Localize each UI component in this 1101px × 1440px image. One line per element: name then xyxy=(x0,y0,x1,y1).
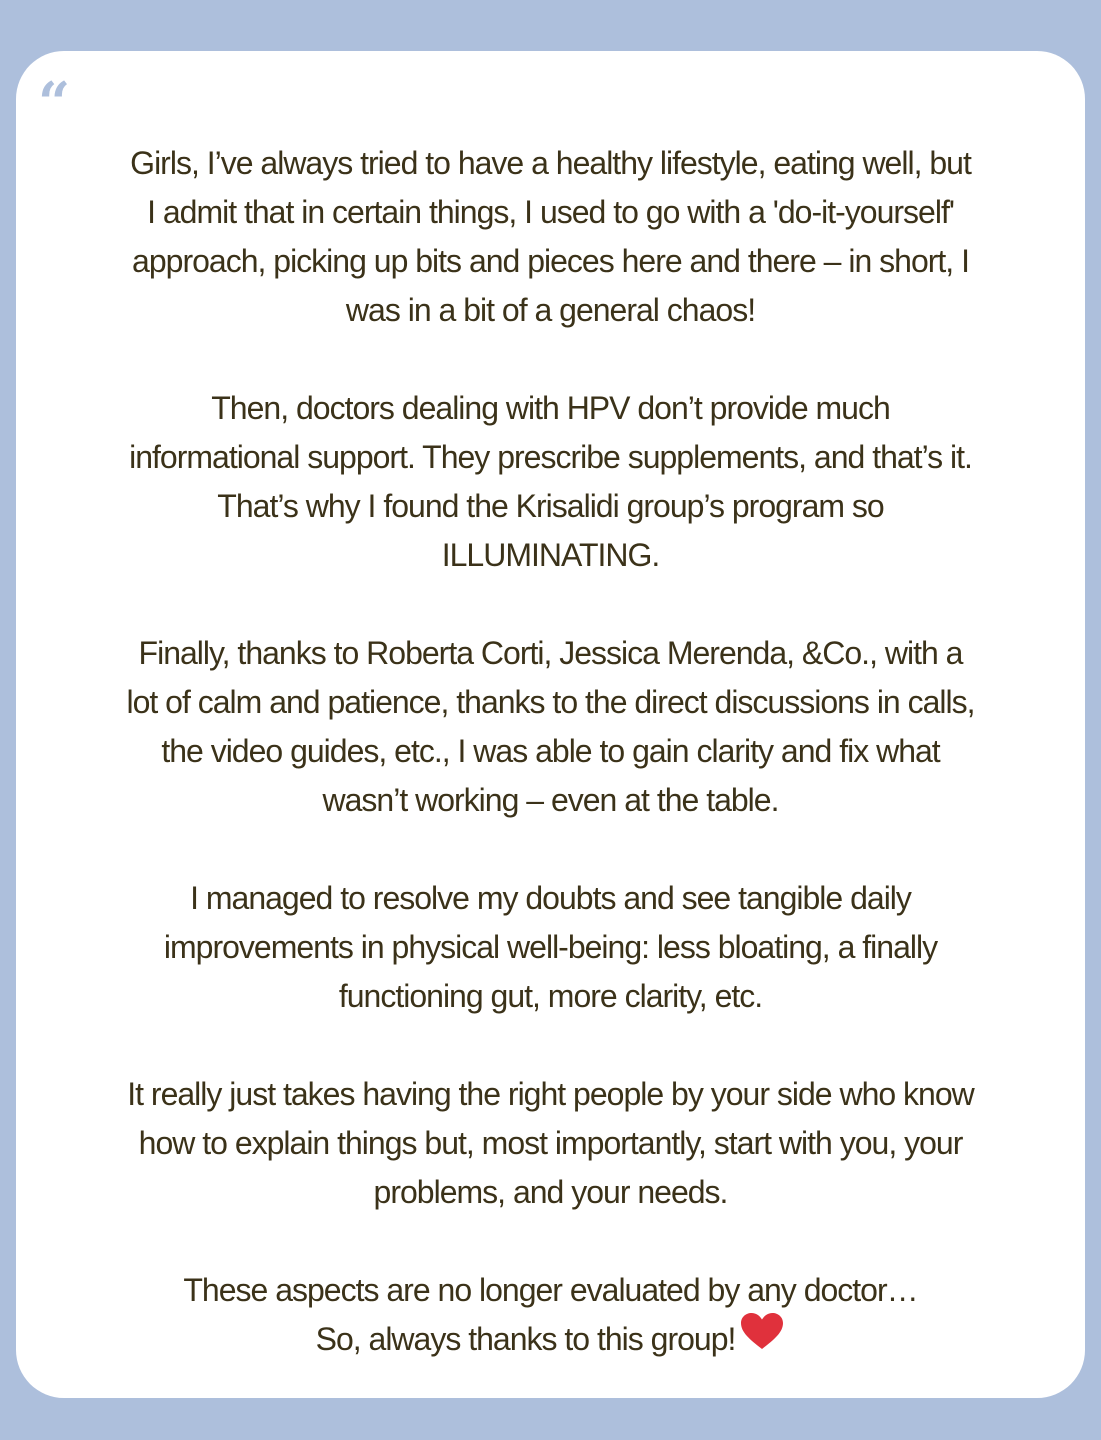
paragraph-2 xyxy=(36,384,1065,580)
paragraph-4 xyxy=(36,874,1065,1021)
text-line: These aspects are no longer evaluated by any doctor… xyxy=(183,1272,918,1308)
text-line: Girls, I’ve always tried to have a healthy lifestyle, eating well, but xyxy=(130,145,971,181)
testimonial-card xyxy=(16,51,1085,1398)
text-line: lot of calm and patience, thanks to the direct discussions in calls, xyxy=(126,684,975,720)
heart-icon xyxy=(739,1311,785,1365)
text-line: I managed to resolve my doubts and see tangible daily xyxy=(190,880,911,916)
text-line: improvements in physical well-being: less bloating, a finally xyxy=(163,929,938,965)
text-line: was in a bit of a general chaos! xyxy=(345,292,756,328)
paragraph-1 xyxy=(36,139,1065,335)
text-line: wasn’t working – even at the table. xyxy=(322,782,779,818)
text-line: how to explain things but, most importantly, start with you, your xyxy=(138,1125,963,1161)
text-line: So, always thanks to this group! xyxy=(315,1321,736,1357)
testimonial-text xyxy=(36,139,1065,1365)
text-line: I admit that in certain things, I used to go with a 'do-it-yourself' xyxy=(147,194,954,230)
closing-line xyxy=(36,1315,1065,1365)
text-line: Then, doctors dealing with HPV don’t provide much xyxy=(211,390,890,426)
text-line: That’s why I found the Krisalidi group’s program so xyxy=(217,488,884,524)
text-line: problems, and your needs. xyxy=(373,1174,728,1210)
text-line: ILLUMINATING. xyxy=(441,537,660,573)
paragraph-5 xyxy=(36,1070,1065,1217)
text-line: informational support. They prescribe supplements, and that’s it. xyxy=(129,439,972,475)
text-line: Finally, thanks to Roberta Corti, Jessica Merenda, &Co., with a xyxy=(138,635,963,671)
paragraph-3 xyxy=(36,629,1065,825)
text-line: It really just takes having the right people by your side who know xyxy=(127,1076,974,1112)
quote-mark-icon: “ xyxy=(38,70,67,136)
paragraph-6 xyxy=(36,1266,1065,1365)
text-line: approach, picking up bits and pieces here and there – in short, I xyxy=(132,243,969,279)
text-line: functioning gut, more clarity, etc. xyxy=(338,978,763,1014)
text-line: the video guides, etc., I was able to gain clarity and fix what xyxy=(161,733,940,769)
